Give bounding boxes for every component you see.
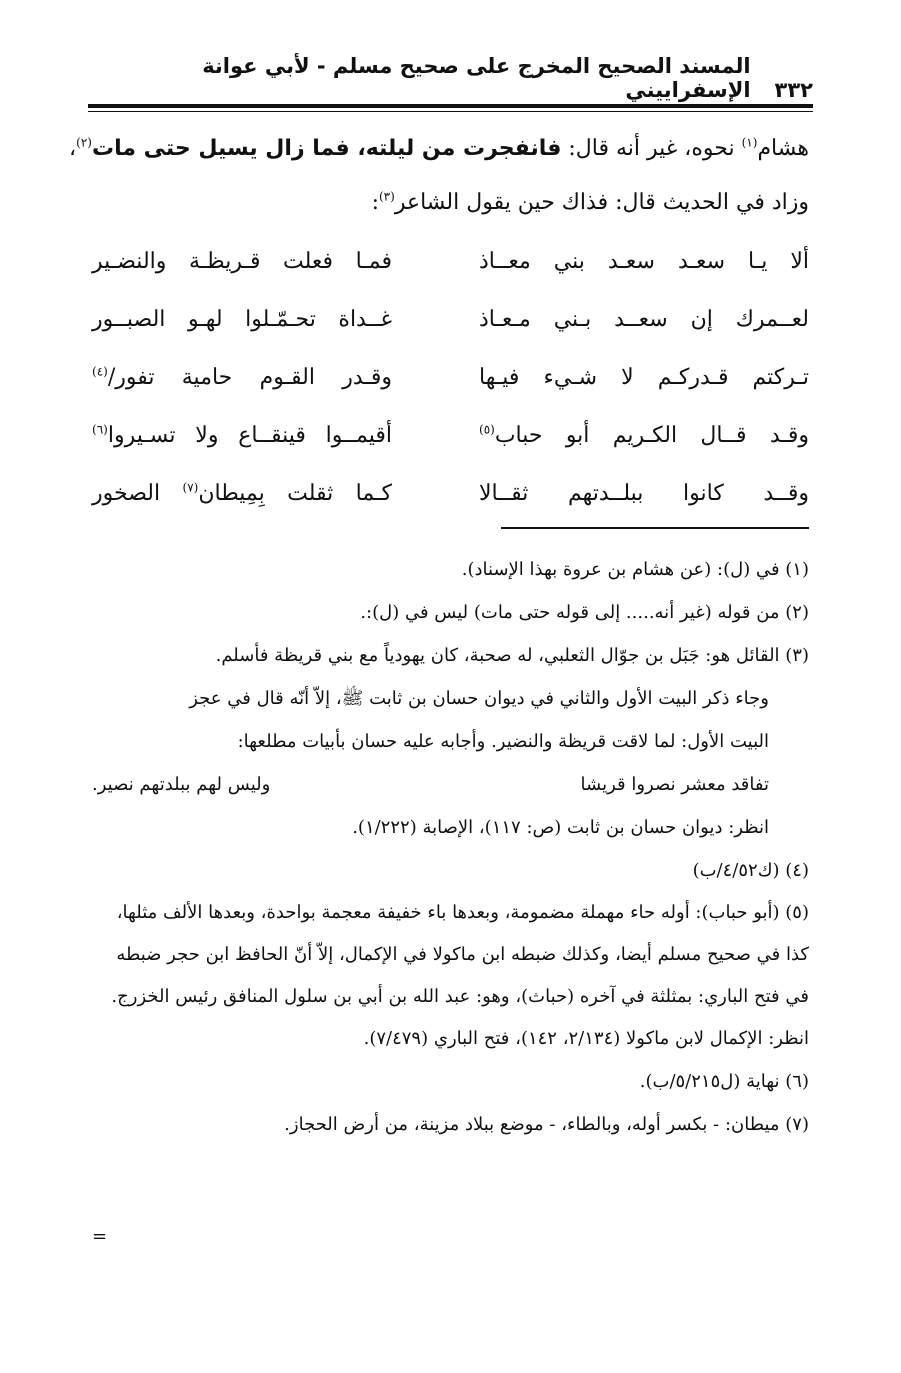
footnote-ref-7: (٧)	[182, 480, 199, 495]
footnote-4: (٤) (ك٤/٥٢/ب)	[692, 860, 809, 881]
footnote-separator	[501, 527, 809, 529]
verse	[92, 406, 809, 464]
verse-first-hemistich: وقـد قــال الكـريم أبو حباب$^{(٥)}$	[479, 422, 809, 448]
verse-second-hemistich: كـما ثقلت بِمِيطان$^{(٧)}$ الصخور	[92, 480, 393, 506]
footnote-poem-second: وليس لهم ببلدتهم نصير.	[92, 774, 271, 795]
footnote-5: (٥) (أبو حباب): أوله حاء مهملة مضمومة، وبعدها باء خفيفة معجمة بواحدة، وبعدها الألف مثلها، كذا في صحيح مسلم أيضا، وكذلك ضبطه ابن ماكولا في الإكمال، إلاّ أنّ الحافظ ابن حجر ضبطه في فتح الباري: بمثلثة في آخره (حباث)، وهو: عبد الله بن أبي بن سلول المنافق رئيس الخزرج. انظر: الإكمال لابن ماكولا (٢/١٣٤، ١٤٢)، فتح الباري (٧/٤٧٩).	[111, 902, 809, 1049]
verse-second-hemistich: فمـا فعلت قـريظـة والنضـير	[92, 248, 392, 274]
footnote-3-continued: وجاء ذكر البيت الأول والثاني في ديوان حسان بن ثابت ﷺ، إلاّ أنّه قال في عجز	[189, 688, 769, 709]
footnote-ref-3: (٣)	[378, 189, 395, 204]
footnote-ref-5: (٥)	[479, 422, 495, 437]
verse-first-hemistich: ألا يـا سعـد سعـد بني معــاذ	[479, 248, 809, 274]
footnote-3-continued: البيت الأول: لما لاقت قريظة والنضير. وأجابه عليه حسان بأبيات مطلعها:	[237, 731, 769, 752]
footnote-3-reference: انظر: ديوان حسان بن ثابت (ص: ١١٧)، الإصابة (١/٢٢٢).	[352, 817, 769, 838]
page-number: ٣٣٢	[774, 78, 813, 102]
footnote-ref-1: (١)	[741, 135, 758, 150]
footnote-3: (٣) القائل هو: جَبَل بن جوّال الثعلبي، له صحبة، كان يهودياً مع بني قريظة فأسلم.	[215, 645, 809, 666]
footnote-poem-first: تفاقد معشر نصروا قريشا	[580, 774, 769, 795]
verse-first-hemistich: وقــد كانوا ببلــدتهم ثقــالا	[479, 480, 809, 506]
verse	[92, 290, 809, 348]
bold-quote: فانفجرت من ليلته، فما زال يسيل حتى مات	[91, 136, 562, 161]
header-rule-thick	[88, 104, 813, 108]
footnote-3-poem-line	[92, 763, 809, 806]
main-text	[69, 122, 809, 230]
verse	[92, 464, 809, 522]
text-line-1: هشام$^{(١)}$ نحوه، غير أنه قال: فانفجرت من ليلته، فما زال يسيل حتى مات$^{(٢)}$،	[69, 135, 809, 161]
continuation-mark: =	[92, 1226, 108, 1247]
verse-first-hemistich: لعــمرك إن سعــد بـني مـعـاذ	[479, 306, 809, 332]
footnote-6: (٦) نهاية (ل٥/٢١٥/ب).	[639, 1071, 809, 1092]
verse-second-hemistich: أقيمــوا قينقــاع ولا تسـيروا$^{(٦)}$	[92, 422, 392, 448]
book-title: المسند الصحيح المخرج على صحيح مسلم - لأبي عوانة الإسفراييني	[202, 54, 751, 102]
footnote-2: (٢) من قوله (غير أنه..... إلى قوله حتى مات) ليس في (ل):.	[360, 602, 809, 623]
verse-first-hemistich: تـركتم قـدركـم لا شـيء فيـها	[479, 364, 809, 390]
header-rule-thin	[88, 111, 813, 112]
footnote-7: (٧) ميطان: - بكسر أوله، وبالطاء، - موضع ببلاد مزينة، من أرض الحجاز.	[284, 1114, 809, 1135]
verse	[92, 348, 809, 406]
footnote-ref-2: (٢)	[76, 135, 92, 150]
poem	[92, 232, 809, 522]
verse	[92, 232, 809, 290]
footnote-ref-6: (٦)	[92, 422, 108, 437]
text-line-2: وزاد في الحديث قال: فذاك حين يقول الشاعر$^{(٣)}$:	[371, 189, 809, 215]
footnotes	[92, 548, 809, 1146]
verse-second-hemistich: غــداة تحـمّـلوا لهـو الصبــور	[92, 306, 392, 332]
footnote-1: (١) في (ل): (عن هشام بن عروة بهذا الإسناد).	[461, 559, 809, 580]
verse-second-hemistich: وقـدر القـوم حامية تفور/$^{(٤)}$	[92, 364, 392, 390]
footnote-ref-4: (٤)	[92, 364, 108, 379]
running-header	[88, 54, 813, 102]
